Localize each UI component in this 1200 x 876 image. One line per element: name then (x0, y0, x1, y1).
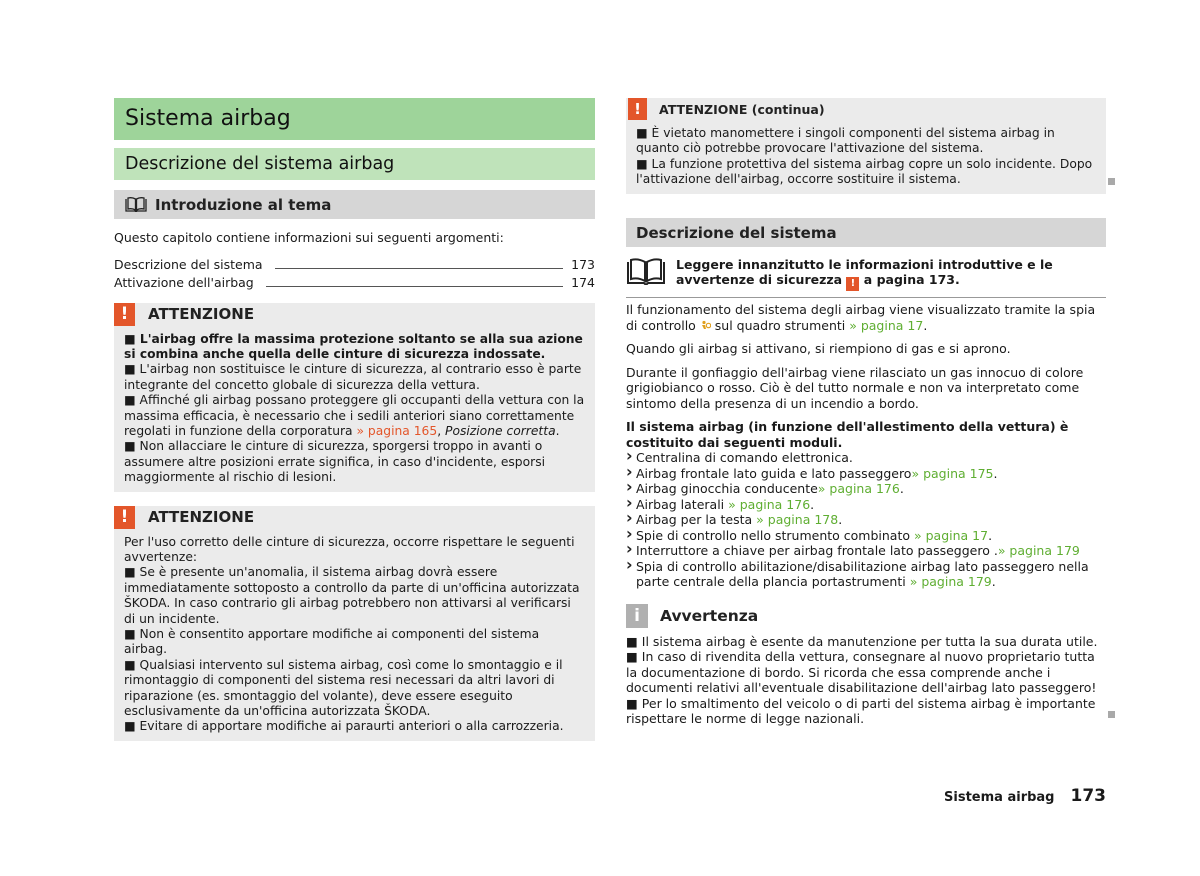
info-icon: i (626, 604, 648, 628)
page-link[interactable]: » pagina 178 (756, 512, 839, 528)
note-bullet: ■ Il sistema airbag è esente da manutenzione per tutta la sua durata utile. (626, 633, 1098, 649)
list-item-text: Spie di controllo nello strumento combinato (636, 527, 914, 543)
read-first-main: Leggere innanzitutto le informazioni introduttive e le avvertenze di sicurezza (676, 256, 1053, 288)
section-header (626, 218, 1106, 247)
list-item (626, 481, 1106, 497)
warning-bullet: ■ L'airbag non sostituisce le cinture di sicurezza, al contrario esso è parte integrante del concetto globale di sicurezza della vettura. (124, 362, 582, 392)
warning-icon: ! (114, 506, 135, 529)
note-body (626, 634, 1106, 727)
list-item (626, 466, 1106, 482)
note-bullet: ■ Per lo smaltimento del veicolo o di parti del sistema airbag è importante rispettare le norme di legge nazionali. (626, 695, 1096, 727)
page-link[interactable]: » pagina 17 (914, 527, 989, 543)
warning-continued-box (626, 98, 1106, 194)
warning-icon: ! (114, 303, 135, 326)
toc-leader (275, 268, 564, 269)
list-item-text: Interruttore a chiave per airbag frontale lato passeggero . (636, 543, 998, 559)
warning-bullet: ■ Se è presente un'anomalia, il sistema airbag dovrà essere immediatamente sottoposto a controllo da parte di un'officina autorizzata ŠKODA. In caso contrario gli airbag potrebbero non attivarsi al verificarsi di un incidente. (124, 565, 580, 626)
airbag-warning-lamp-icon (700, 320, 711, 331)
page-link[interactable]: » pagina 179 (997, 543, 1080, 559)
warning-intro: Per l'uso corretto delle cinture di sicurezza, occorre rispettare le seguenti avvertenze: (124, 534, 575, 564)
list-item-text: Airbag frontale lato guida e lato passeggero (636, 465, 912, 481)
toc-list (114, 256, 595, 292)
paragraph: Quando gli airbag si attivano, si riempiono di gas e si aprono. (626, 341, 1011, 357)
list-item (626, 559, 1106, 590)
warning-bullet: ■ La funzione protettiva del sistema airbag copre un solo incidente. Dopo l'attivazione dell'airbag, occorre sostituire il sistema. (636, 156, 1093, 187)
paragraph-text: sul quadro strumenti (710, 317, 850, 333)
list-item-text: Centralina di comando elettronica. (636, 450, 853, 466)
sentence-end: . (555, 423, 560, 438)
note-title: Avvertenza (660, 606, 759, 625)
toc-item-label: Descrizione del sistema (114, 256, 263, 272)
section-title: Descrizione del sistema airbag (125, 154, 395, 174)
page-footer (944, 786, 1106, 806)
note-bullet: ■ In caso di rivendita della vettura, consegnare al nuovo proprietario tutta la documentazione di bordo. Si ricorda che essa comprende anche i documenti relativi all'eventuale disabilitazione dell'airbag lato passeggero! (626, 649, 1097, 696)
read-first-note (626, 257, 1106, 292)
read-first-page: a pagina 173. (859, 272, 960, 288)
book-icon (626, 257, 666, 285)
toc-item-page: 174 (571, 274, 595, 290)
warning-title: ATTENZIONE (148, 508, 255, 527)
right-column (626, 98, 1106, 727)
page-link[interactable]: » pagina 175 (911, 465, 994, 481)
warning-body (114, 326, 595, 486)
end-of-section-marker (1108, 178, 1115, 185)
list-item-text: Airbag ginocchia conducente (636, 481, 818, 497)
warning-header (114, 303, 595, 326)
warning-box-1 (114, 303, 595, 492)
page-link[interactable]: » pagina 179 (909, 574, 992, 590)
section-title-bar (114, 148, 595, 180)
warning-body (114, 529, 595, 735)
warning-bullet: ■ Non è consentito apportare modifiche ai componenti del sistema airbag. (124, 627, 540, 657)
sentence-end: . (988, 527, 993, 543)
warning-header (626, 98, 1106, 120)
chapter-title: Sistema airbag (125, 106, 291, 131)
list-item (626, 528, 1106, 544)
list-item (626, 450, 1106, 466)
warning-bullet: ■ L'airbag offre la massima protezione soltanto se alla sua azione si combina anche quella delle cinture di sicurezza indossate. (124, 331, 583, 361)
toc-item-page: 173 (571, 256, 595, 272)
sentence-end: . (899, 481, 904, 497)
sentence-end: . (991, 574, 996, 590)
toc-item[interactable] (114, 274, 595, 292)
warning-title: ATTENZIONE (continua) (659, 101, 825, 117)
warning-bullet: ■ È vietato manomettere i singoli componenti del sistema airbag in quanto ciò potrebbe provocare l'attivazione del sistema. (636, 126, 1055, 156)
book-icon (125, 197, 147, 212)
list-item-text: Airbag laterali (636, 496, 729, 512)
list-item (626, 543, 1106, 559)
chapter-title-bar (114, 98, 595, 140)
read-first-text (676, 257, 1106, 292)
sentence-end: . (993, 465, 998, 481)
sentence-end: . (838, 512, 843, 528)
paragraph-bold: Il sistema airbag (in funzione dell'allestimento della vettura) è costituito dai seguenti moduli. (626, 419, 1069, 450)
warning-bullet: ■ Evitare di apportare modifiche ai paraurti anteriori o alla carrozzeria. (124, 719, 564, 734)
page-link[interactable]: » pagina 176 (728, 496, 811, 512)
section-title: Descrizione del sistema (636, 223, 837, 242)
list-item-text: Spia di controllo abilitazione/disabilitazione airbag lato passeggero nella parte centrale della plancia portastrumenti (636, 558, 1089, 590)
warning-icon: ! (846, 277, 859, 291)
page-link[interactable]: » pagina 17 (849, 317, 924, 333)
page-number: 173 (1070, 786, 1106, 806)
list-item-text: Airbag per la testa (636, 512, 757, 528)
warning-header (114, 506, 595, 529)
cross-reference-title: Posizione corretta (445, 423, 556, 438)
warning-bullet-text: ■ Affinché gli airbag possano proteggere gli occupanti della vettura con la massima efficacia, è necessario che i sedili anteriori siano correttamente regolati in funzione della corporatura (124, 393, 585, 438)
list-item (626, 512, 1106, 528)
warning-bullet (124, 393, 585, 439)
toc-leader (266, 286, 563, 287)
warning-bullet: ■ Qualsiasi intervento sul sistema airbag, così come lo smontaggio e il rimontaggio di componenti del sistema resi necessari da altri lavori di riparazione (es. smontaggio del volante), deve essere eseguito esclusivamente da un'officina autorizzata ŠKODA. (124, 657, 563, 719)
warning-icon: ! (628, 98, 647, 120)
module-list (626, 450, 1106, 590)
sentence-end: . (923, 317, 928, 333)
warning-bullet: ■ Non allacciare le cinture di sicurezza, sporgersi troppo in avanti o assumere altre posizioni errate significa, in caso d'incidente, esporsi maggiormente al rischio di lesioni. (124, 439, 546, 485)
page-link[interactable]: » pagina 165 (356, 423, 438, 438)
intro-title: Introduzione al tema (155, 195, 332, 214)
paragraph (626, 302, 1106, 333)
footer-chapter-label: Sistema airbag (944, 790, 1055, 805)
intro-text: Questo capitolo contiene informazioni sui seguenti argomenti: (114, 230, 504, 245)
intro-header (114, 190, 595, 219)
page-link[interactable]: » pagina 176 (817, 481, 900, 497)
toc-item-label: Attivazione dell'airbag (114, 274, 254, 290)
note-header (626, 604, 1106, 628)
warning-box-2 (114, 506, 595, 741)
sentence-end: . (810, 496, 815, 512)
left-column (114, 98, 595, 741)
paragraph-text: Il funzionamento del sistema degli airbag viene visualizzato tramite la spia di controllo (626, 302, 1096, 333)
end-of-section-marker (1108, 711, 1115, 718)
separator-text: , (437, 423, 446, 438)
paragraph: Durante il gonfiaggio dell'airbag viene rilasciato un gas innocuo di colore grigiobianco o rosso. Ciò è del tutto normale e non va interpretato come sintomo della presenza di un incendio a bordo. (626, 364, 1084, 411)
toc-item[interactable] (114, 256, 595, 274)
warning-title: ATTENZIONE (148, 305, 255, 323)
divider (626, 297, 1106, 298)
warning-body (626, 120, 1106, 188)
list-item (626, 497, 1106, 513)
